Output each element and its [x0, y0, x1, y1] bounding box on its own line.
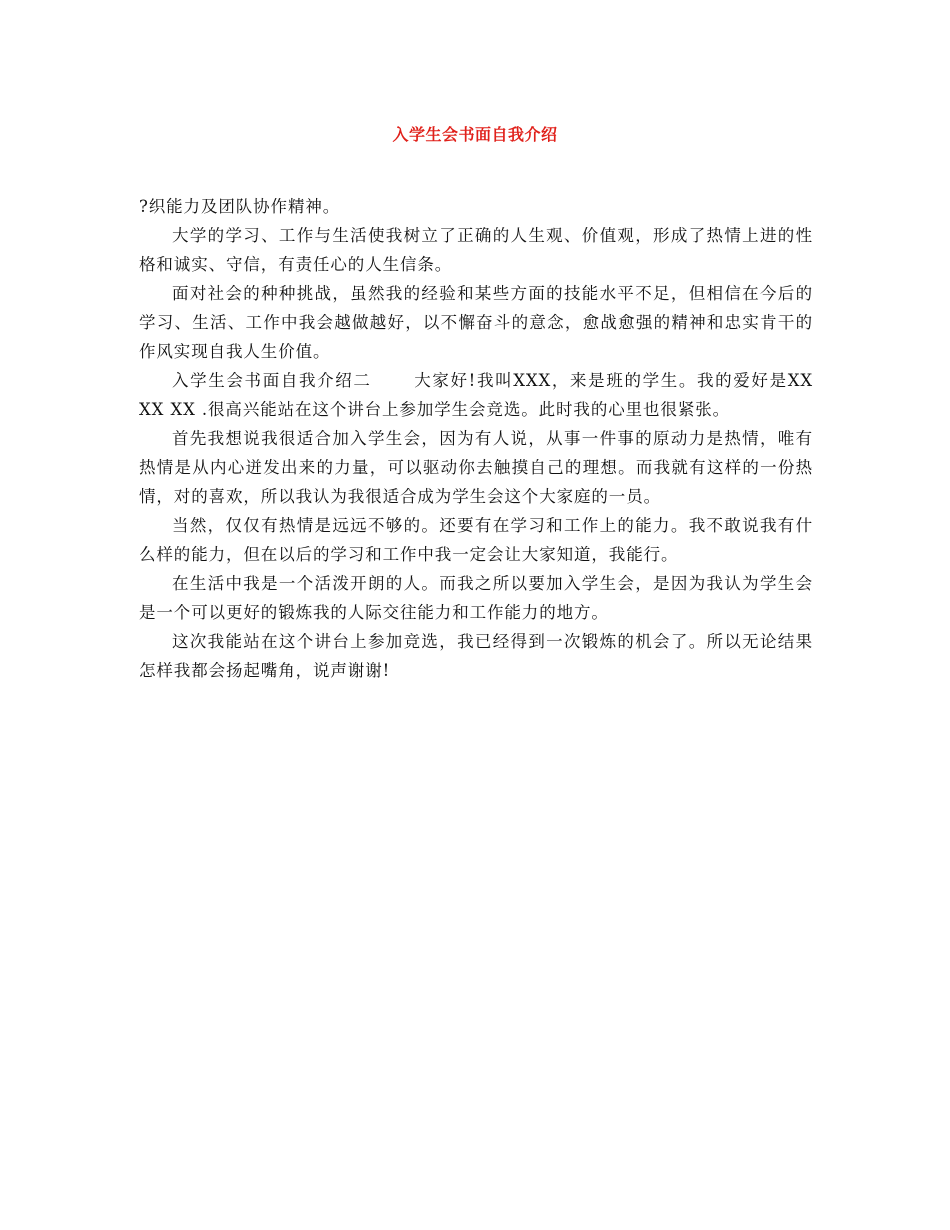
document-body — [139, 192, 813, 685]
paragraph-6: 在生活中我是一个活泼开朗的人。而我之所以要加入学生会，是因为我认为学生会是一个可以更好的锻炼我的人际交往能力和工作能力的地方。 — [139, 574, 813, 622]
paragraph-4: 首先我想说我很适合加入学生会，因为有人说，从事一件事的原动力是热情，唯有热情是从内心迸发出来的力量，可以驱动你去触摸自己的理想。而我就有这样的一份热情，对的喜欢，所以我认为我很适合成为学生会这个大家庭的一员。 — [139, 429, 813, 506]
document-title: 入学生会书面自我介绍 — [392, 125, 558, 144]
section-heading: 入学生会书面自我介绍二 — [172, 371, 372, 390]
section-intro: 大家好!我叫XXX，来是班的学生。我的爱好是XX XX XX .很高兴能站在这个讲台上参加学生会竞选。此时我的心里也很紧张。 — [139, 371, 813, 419]
paragraph-3: 面对社会的种种挑战，虽然我的经验和某些方面的技能水平不足，但相信在今后的学习、生活、工作中我会越做越好，以不懈奋斗的意念，愈战愈强的精神和忠实肯干的作风实现自我人生价值。 — [139, 284, 813, 361]
paragraph-1: ?织能力及团队协作精神。 — [139, 197, 341, 216]
paragraph-section-2 — [139, 366, 813, 424]
paragraph-7: 这次我能站在这个讲台上参加竞选，我已经得到一次锻炼的机会了。所以无论结果怎样我都会扬起嘴角，说声谢谢! — [139, 632, 813, 680]
paragraph-5: 当然，仅仅有热情是远远不够的。还要有在学习和工作上的能力。我不敢说我有什么样的能力，但在以后的学习和工作中我一定会让大家知道，我能行。 — [139, 516, 813, 564]
paragraph-2: 大学的学习、工作与生活使我树立了正确的人生观、价值观，形成了热情上进的性格和诚实、守信，有责任心的人生信条。 — [139, 226, 813, 274]
